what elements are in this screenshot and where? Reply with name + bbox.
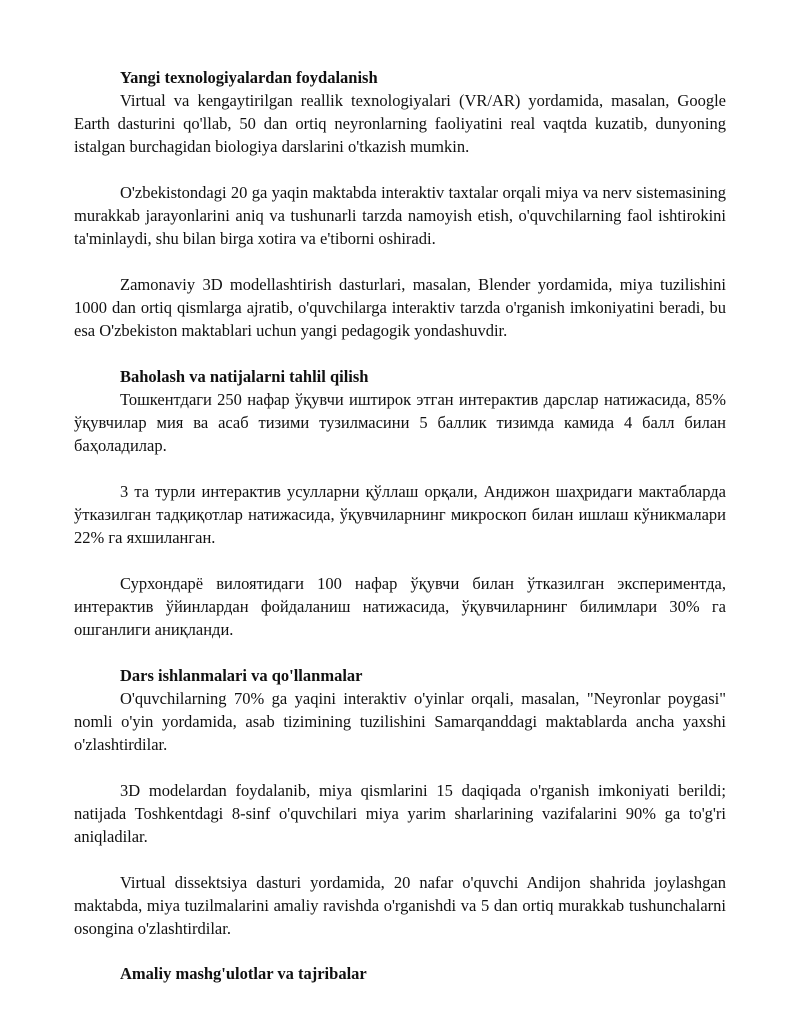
section-heading-practical: Amaliy mashg'ulotlar va tajribalar [120, 964, 367, 983]
paragraph-3d-models: 3D modelardan foydalanib, miya qismlarini 15 daqiqada o'rganish imkoniyati berildi; natijada Toshkentdagi 8-sinf o'quvchilari miya yarim sharlarining vazifalarini 90% ga to'g'ri aniqladilar. [74, 781, 726, 846]
paragraph-spacer [74, 549, 726, 572]
document-page [74, 66, 726, 985]
paragraph-interactive-boards: O'zbekistondagi 20 ga yaqin maktabda interaktiv taxtalar orqali miya va nerv sistemasining murakkab jarayonlarini aniq va tushunarli tarzda namoyish etish, o'quvchilarning faol ishtirokini ta'minlaydi, shu bilan birga xotira va e'tiborni oshiradi. [74, 183, 726, 248]
section-heading-assessment: Baholash va natijalarni tahlil qilish [120, 367, 369, 386]
paragraph-spacer [74, 848, 726, 871]
section-heading-lesson-plans: Dars ishlanmalari va qo'llanmalar [120, 666, 363, 685]
paragraph-tashkent-results: Тошкентдаги 250 нафар ўқувчи иштирок этган интерактив дарслар натижасида, 85% ўқувчилар мия ва асаб тизими тузилмасини 5 баллик тизимда камида 4 балл билан баҳоладилар. [74, 390, 726, 455]
paragraph-spacer [74, 342, 726, 365]
paragraph-games: O'quvchilarning 70% ga yaqini interaktiv o'yinlar orqali, masalan, "Neyronlar poygasi" nomli o'yin yordamida, asab tizimining tuzilishini Samarqanddagi maktablarda ancha yaxshi o'zlashtirdilar. [74, 689, 726, 754]
paragraph-spacer [74, 756, 726, 779]
paragraph-surkhandarya-experiment: Сурхондарё вилоятидаги 100 нафар ўқувчи билан ўтказилган экспериментда, интерактив ўйинлардан фойдаланиш натижасида, ўқувчиларнинг билимлари 30% га ошганлиги аниқланди. [74, 574, 726, 639]
paragraph-spacer [74, 641, 726, 664]
paragraph-spacer [74, 250, 726, 273]
paragraph-vr-ar: Virtual va kengaytirilgan reallik texnologiyalari (VR/AR) yordamida, masalan, Google Earth dasturini qo'llab, 50 dan ortiq neyronlarning faoliyatini real vaqtda kuzatib, dunyoning istalgan burchagidan biologiya darslarini o'tkazish mumkin. [74, 91, 726, 156]
section-heading-new-technologies: Yangi texnologiyalardan foydalanish [120, 68, 378, 87]
paragraph-andijan-research: 3 та турли интерактив усулларни қўллаш орқали, Андижон шаҳридаги мактабларда ўтказилган тадқиқотлар натижасида, ўқувчиларнинг микроскоп билан ишлаш кўникмалари 22% га яхшиланган. [74, 482, 726, 547]
paragraph-3d-modelling: Zamonaviy 3D modellashtirish dasturlari, masalan, Blender yordamida, miya tuzilishini 1000 dan ortiq qismlarga ajratib, o'quvchilarga interaktiv tarzda o'rganish imkoniyatini beradi, bu esa O'zbekiston maktablari uchun yangi pedagogik yondashuvdir. [74, 275, 726, 340]
paragraph-spacer [74, 940, 726, 962]
paragraph-spacer [74, 158, 726, 181]
paragraph-spacer [74, 457, 726, 480]
paragraph-virtual-dissection: Virtual dissektsiya dasturi yordamida, 20 nafar o'quvchi Andijon shahrida joylashgan maktabda, miya tuzilmalarini amaliy ravishda o'rganishdi va 5 dan ortiq murakkab tushunchalarni osongina o'zlashtirdilar. [74, 873, 726, 938]
